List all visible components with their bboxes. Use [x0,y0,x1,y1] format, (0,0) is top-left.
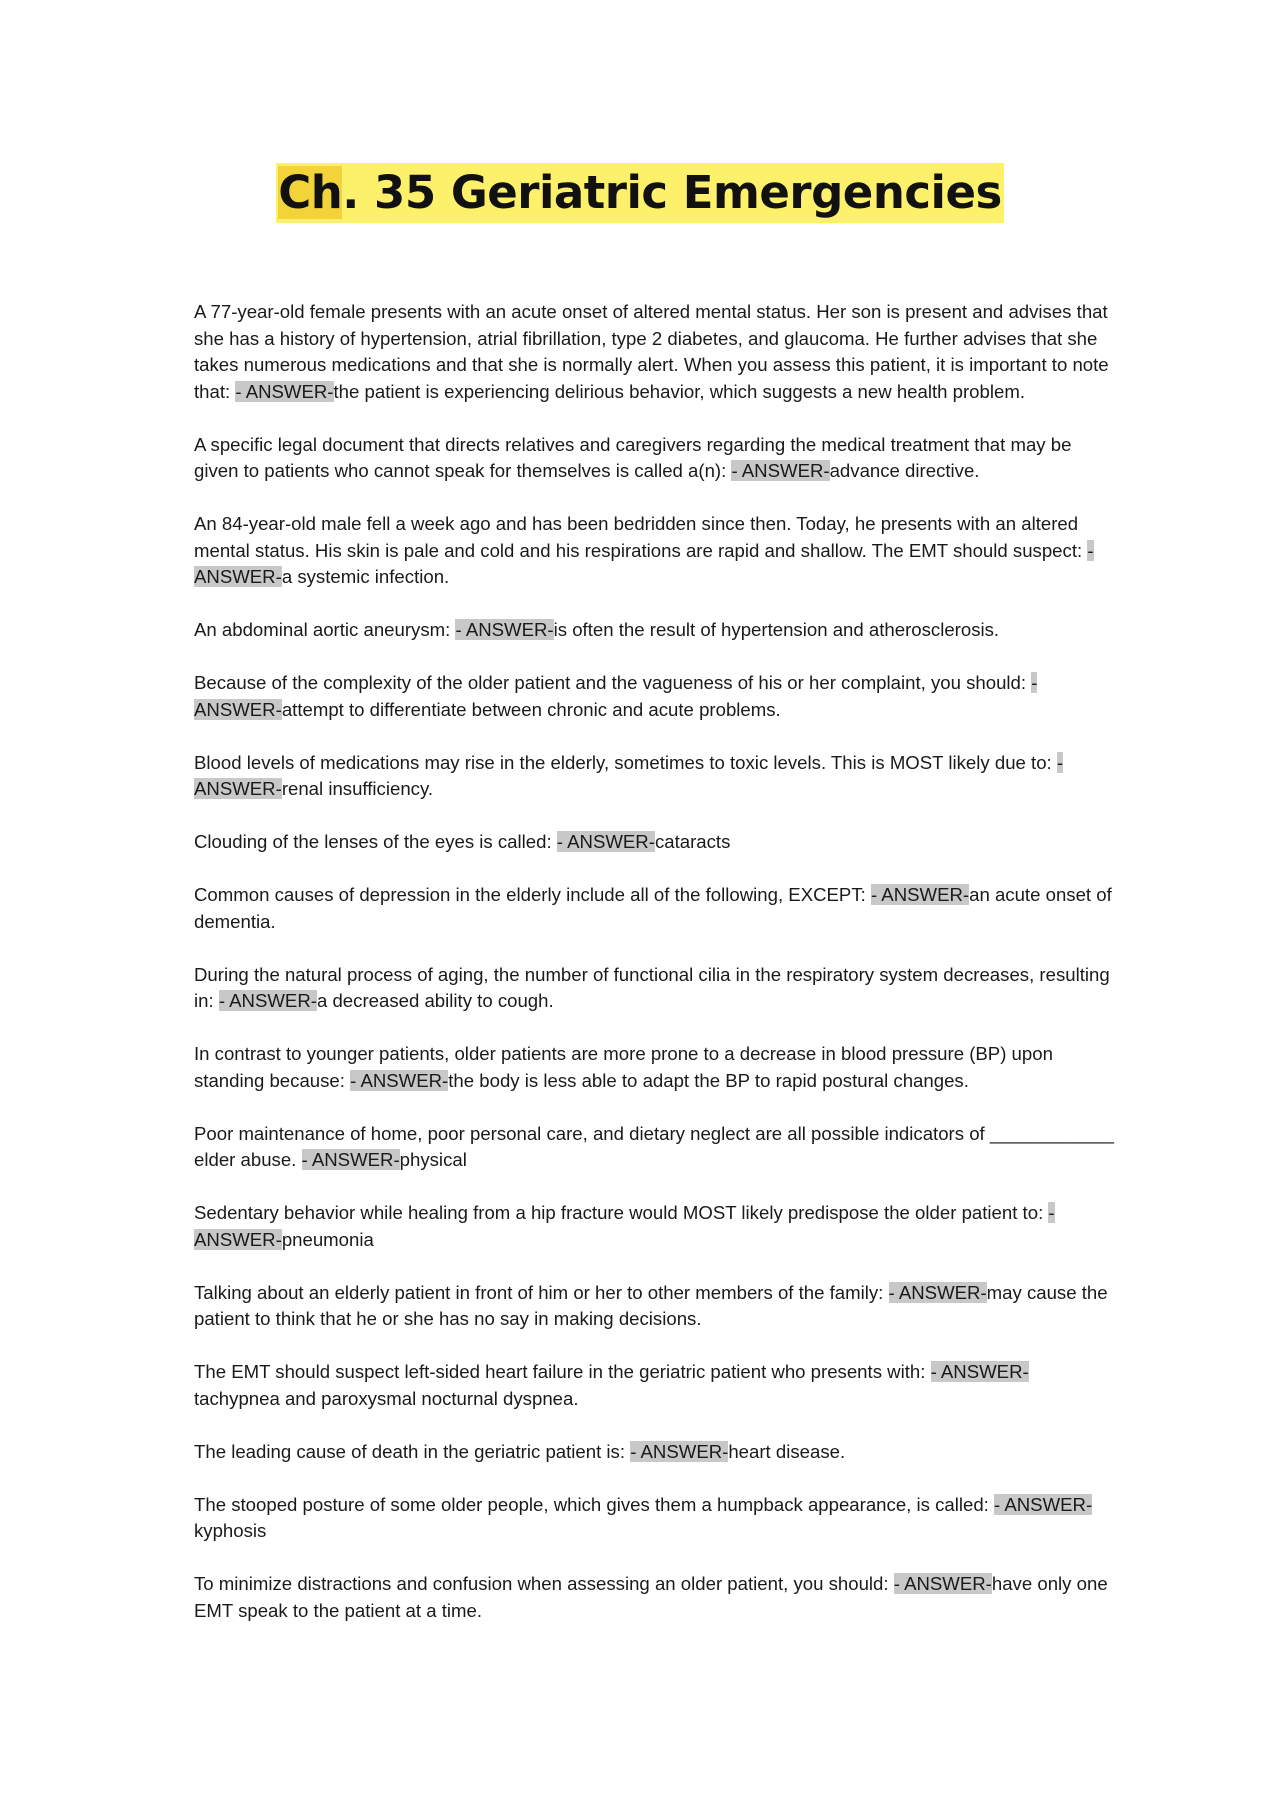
answer-text: a decreased ability to cough. [316,990,554,1011]
qa-item [194,617,1114,644]
question-text: To minimize distractions and confusion when assessing an older patient, you should: [194,1573,894,1594]
qa-item [194,670,1114,723]
qa-item [194,750,1114,803]
qa-list [194,299,1114,1651]
answer-marker: - ANSWER- [455,619,554,640]
question-text: A specific legal document that directs relatives and caregivers regarding the medical treatment that may be given to patients who cannot speak for themselves is called a(n): [194,433,1072,481]
question-text: Poor maintenance of home, poor personal care, and dietary neglect are all possible indicators of ____________ elder abuse. [194,1122,1114,1170]
answer-marker: - ANSWER- [235,380,334,402]
question-text: Talking about an elderly patient in front of him or her to other members of the family: [194,1281,889,1303]
answer-text: physical [399,1149,467,1170]
answer-text: tachypnea and paroxysmal nocturnal dyspnea. [194,1387,579,1409]
question-text: Common causes of depression in the elderly include all of the following, EXCEPT: [194,884,871,905]
qa-item [194,511,1114,591]
page-title [276,163,1004,223]
qa-item [194,829,1114,856]
answer-text: the body is less able to adapt the BP to rapid postural changes. [448,1069,969,1091]
title-wrap [0,163,1280,223]
qa-item [194,1200,1114,1253]
qa-item [194,1439,1114,1466]
answer-text: a systemic infection. [281,566,450,587]
answer-marker: - ANSWER- [194,751,1064,799]
question-text: In contrast to younger patients, older patients are more prone to a decrease in blood pressure (BP) upon standing because: [194,1043,1053,1091]
answer-text: is often the result of hypertension and atherosclerosis. [553,619,1000,640]
answer-text: have only one EMT speak to the patient at a time. [194,1573,1108,1621]
question-text: Clouding of the lenses of the eyes is called: [194,831,557,852]
question-text: Blood levels of medications may rise in the elderly, sometimes to toxic levels. This is MOST likely due to: [194,751,1057,773]
answer-marker: - ANSWER- [630,1440,729,1462]
qa-item [194,1121,1114,1174]
qa-item [194,962,1114,1015]
question-text: An 84-year-old male fell a week ago and has been bedridden since then. Today, he presents with an altered mental status. His skin is pale and cold and his respirations are rapid and shallow. The EMT should suspect: [194,513,1088,561]
answer-text: an acute onset of dementia. [194,884,1112,932]
answer-text: kyphosis [194,1520,267,1541]
qa-item [194,1280,1114,1333]
answer-marker: - ANSWER- [301,1149,400,1170]
question-text: The stooped posture of some older people, which gives them a humpback appearance, is called: [194,1493,995,1515]
qa-item [194,1571,1114,1624]
answer-marker: - ANSWER- [930,1361,1029,1382]
question-text: The leading cause of death in the geriatric patient is: [194,1440,631,1462]
answer-text: the patient is experiencing delirious behavior, which suggests a new health problem. [333,380,1025,402]
qa-item [194,432,1114,485]
answer-marker: - ANSWER- [731,460,830,481]
answer-marker: - ANSWER- [350,1069,449,1091]
qa-item [194,299,1114,405]
answer-marker: - ANSWER- [194,539,1094,587]
answer-marker: - ANSWER- [194,1202,1055,1250]
answer-marker: - ANSWER- [888,1281,987,1303]
answer-marker: - ANSWER- [218,990,317,1011]
question-text: The EMT should suspect left-sided heart failure in the geriatric patient who presents with: [194,1361,931,1382]
question-text: An abdominal aortic aneurysm: [194,619,456,640]
answer-text: advance directive. [829,460,980,481]
answer-marker: - ANSWER- [194,672,1038,720]
question-text: During the natural process of aging, the number of functional cilia in the respiratory system decreases, resulting in: [194,963,1110,1011]
answer-marker: - ANSWER- [994,1493,1093,1515]
question-text: Because of the complexity of the older patient and the vagueness of his or her complaint, you should: [194,672,1032,693]
qa-item [194,1041,1114,1094]
question-text: Sedentary behavior while healing from a hip fracture would MOST likely predispose the older patient to: [194,1202,1049,1223]
qa-item [194,1359,1114,1412]
answer-text: may cause the patient to think that he or she has no say in making decisions. [194,1281,1108,1329]
answer-text: cataracts [654,831,731,852]
answer-text: renal insufficiency. [281,778,434,799]
title-rest: . 35 Geriatric Emergencies [342,166,1002,219]
answer-marker: - ANSWER- [556,831,655,852]
answer-text: heart disease. [728,1440,846,1462]
qa-item [194,882,1114,935]
answer-marker: - ANSWER- [870,884,970,905]
answer-text: pneumonia [281,1228,374,1250]
title-lead: Ch [278,166,343,219]
question-text: A 77-year-old female presents with an acute onset of altered mental status. Her son is present and advises that she has a history of hypertension, atrial fibrillation, type 2 diabetes, and glaucoma. He further advises that she takes numerous medications and that she is normally alert. When you assess this patient, it is important to note that: [194,301,1109,402]
qa-item [194,1492,1114,1545]
answer-marker: - ANSWER- [893,1573,992,1594]
answer-text: attempt to differentiate between chronic and acute problems. [281,698,781,720]
